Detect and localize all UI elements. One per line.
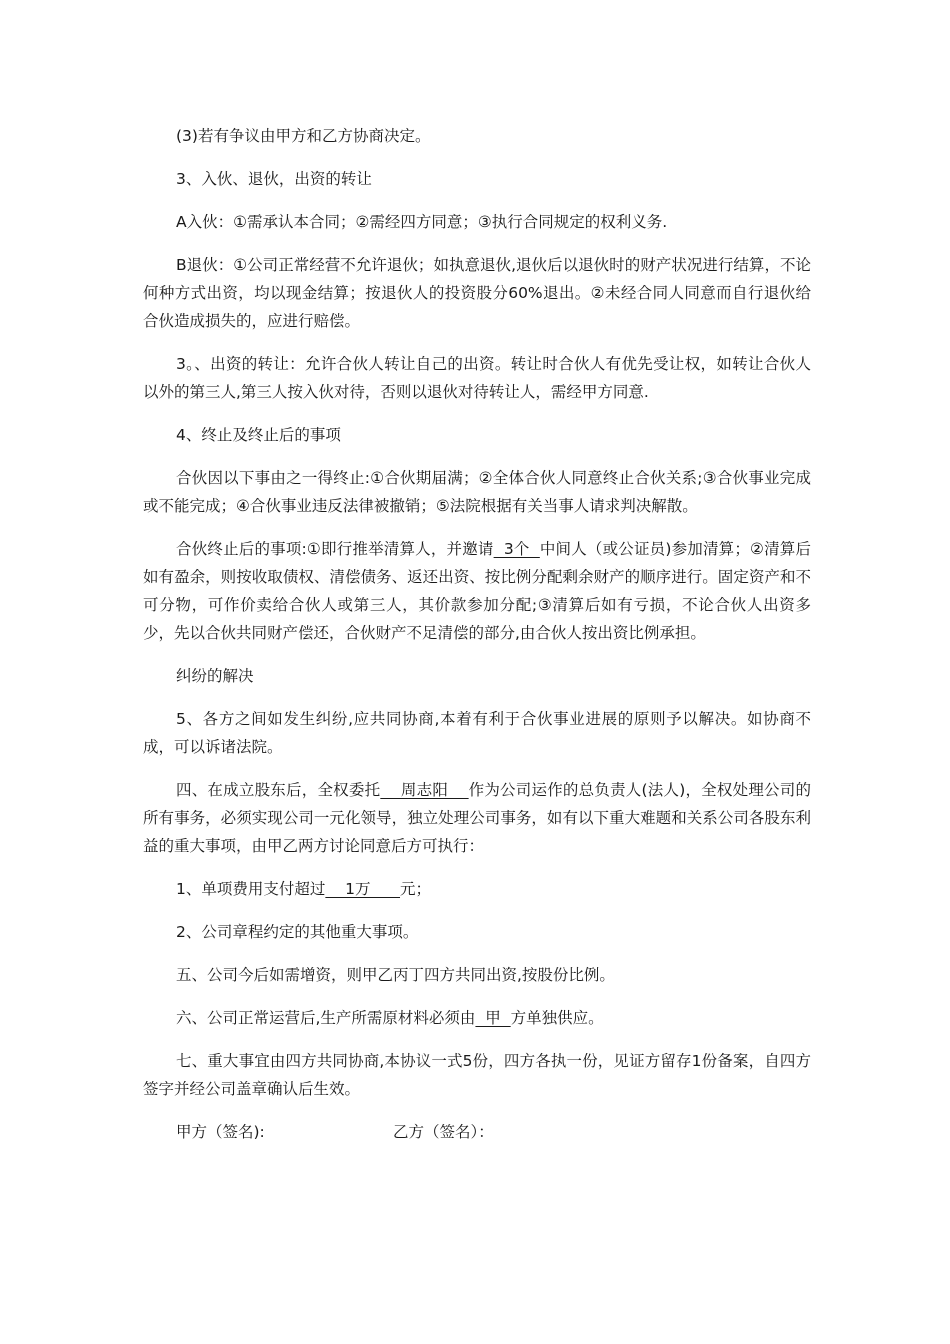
expense-limit-text-after: 元；: [400, 880, 432, 898]
supply-text-before: 六、公司正常运营后,生产所需原材料必须由: [176, 1009, 476, 1027]
post-termination-clause: [143, 535, 811, 647]
post-termination-text-before: 合伙终止后的事项:①即行推举清算人，并邀请: [176, 540, 494, 558]
post-termination-text-after: 中间人（或公证员)参加清算；②清算后如有盈余，则按收取债权、清偿债务、返还出资、按比例分配剩余财产的顺序进行。固定资产和不可分物，可作价卖给合伙人或第三人，其价款参加分配;③清算后如有亏损，不论合伙人出资多少，先以合伙共同财产偿还，合伙财产不足清偿的部分,由合伙人按出资比例承担。: [143, 540, 811, 642]
join-clause: A入伙：①需承认本合同；②需经四方同意；③执行合同规定的权利义务.: [176, 213, 668, 231]
expense-limit-clause: [143, 875, 811, 903]
dispute-resolution-clause: 5、各方之间如发生纠纷,应共同协商,本着有利于合伙事业进展的原则予以解决。如协商不成，可以诉诸法院。: [143, 710, 811, 756]
supply-text-after: 方单独供应。: [510, 1009, 604, 1027]
section-heading-disputes: 纠纷的解决: [176, 667, 254, 685]
legal-representative-blank: 周志阳: [380, 781, 469, 799]
delegation-clause: [143, 776, 811, 860]
dispute-clause-3: (3)若有争议由甲方和乙方协商决定。: [176, 127, 431, 145]
supply-clause: [143, 1004, 811, 1032]
delegation-text-after: 作为公司运作的总负责人(法人)，全权处理公司的所有事务，必须实现公司一元化领导，独立处理公司事务，如有以下重大难题和关系公司各股东利益的重大事项，由甲乙两方讨论同意后方可执行：: [143, 781, 811, 855]
signature-row: [143, 1118, 811, 1146]
other-major-matters-clause: 2、公司章程约定的其他重大事项。: [176, 923, 419, 941]
termination-causes: 合伙因以下事由之一得终止:①合伙期届满；②全体合伙人同意终止合伙关系;③合伙事业完成或不能完成；④合伙事业违反法律被撤销；⑤法院根据有关当事人请求判决解散。: [143, 469, 811, 515]
party-b-signature-label: 乙方（签名）：: [393, 1123, 494, 1141]
transfer-clause: 3。、出资的转让：允许合伙人转让自己的出资。转让时合伙人有优先受让权，如转让合伙人以外的第三人,第三人按入伙对待，否则以退伙对待转让人，需经甲方同意.: [143, 355, 811, 401]
party-a-signature-label: 甲方（签名):: [176, 1123, 265, 1141]
expense-limit-blank: 1万: [325, 880, 401, 898]
section-heading-termination: 4、终止及终止后的事项: [176, 426, 341, 444]
withdraw-clause: B退伙：①公司正常经营不允许退伙；如执意退伙,退伙后以退伙时的财产状况进行结算，不论何种方式出资，均以现金结算；按退伙人的投资股分60%退出。②未经合同人同意而自行退伙给合伙造成损失的，应进行赔偿。: [143, 256, 811, 330]
document-page: [143, 122, 811, 1146]
liquidator-count-blank: 3个: [493, 540, 540, 558]
supplier-party-blank: 甲: [475, 1009, 511, 1027]
section-heading-join-withdraw: 3、入伙、退伙，出资的转让: [176, 170, 372, 188]
capital-increase-clause: 五、公司今后如需增资，则甲乙丙丁四方共同出资,按股份比例。: [176, 966, 615, 984]
delegation-text-before: 四、在成立股东后，全权委托: [176, 781, 381, 799]
expense-limit-text-before: 1、单项费用支付超过: [176, 880, 326, 898]
effectiveness-clause: 七、重大事宜由四方共同协商,本协议一式5份，四方各执一份，见证方留存1份备案，自四方签字并经公司盖章确认后生效。: [143, 1052, 811, 1098]
